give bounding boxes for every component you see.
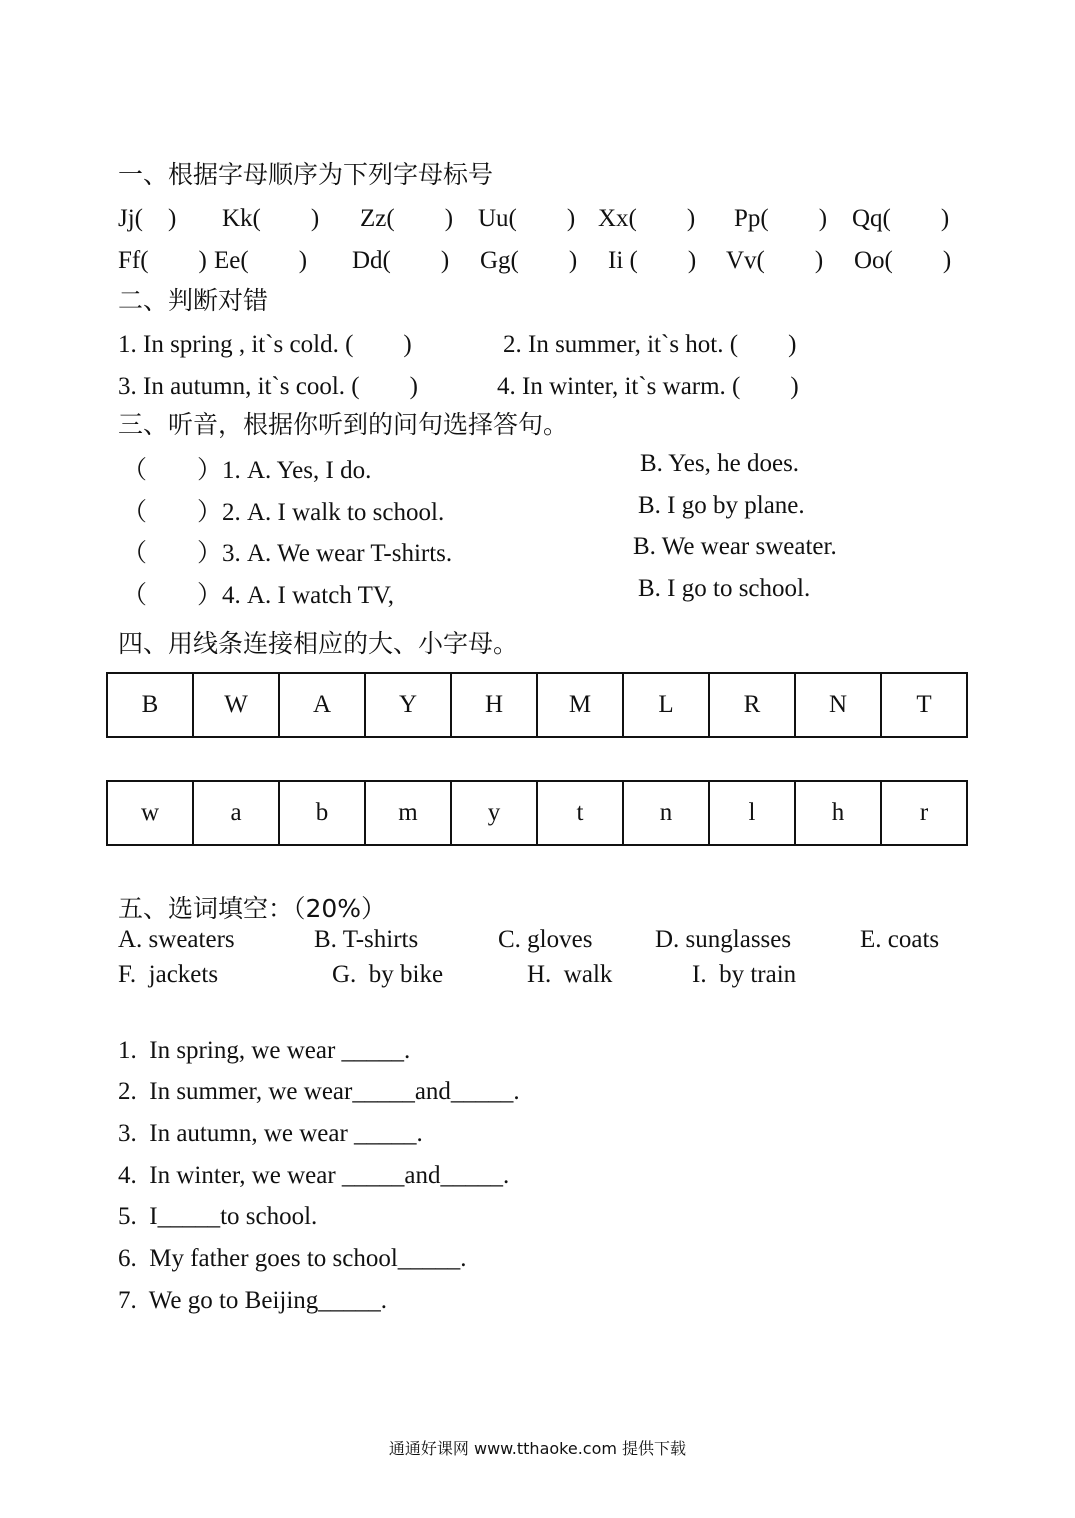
letter-item: Xx( )	[598, 205, 696, 232]
uppercase-cell: M	[538, 674, 624, 736]
letter-item: Kk( )	[222, 205, 320, 232]
section1-title: 一、根据字母顺序为下列字母标号	[118, 160, 494, 189]
section2-title: 二、判断对错	[118, 286, 269, 315]
word-option: D. sunglasses	[655, 926, 792, 953]
lowercase-cell: r	[919, 799, 929, 826]
fill-question: 3. In autumn, we wear _____.	[118, 1120, 423, 1147]
judge-question: 1. In spring , it`s cold. ( )	[118, 331, 412, 358]
letter-item: Ee( )	[214, 247, 308, 274]
listen-option-b: B. I go to school.	[638, 575, 811, 602]
word-option: B. T-shirts	[314, 926, 419, 953]
fill-question: 7. We go to Beijing_____.	[118, 1287, 388, 1314]
fill-question: 6. My father goes to school_____.	[118, 1245, 467, 1272]
letter-item: Zz( )	[360, 205, 454, 232]
listen-option-b: B. I go by plane.	[638, 492, 805, 519]
uppercase-cell: H	[452, 674, 538, 736]
uppercase-cell: L	[624, 674, 710, 736]
judge-question: 3. In autumn, it`s cool. ( )	[118, 373, 418, 400]
section5-title: 五、选词填空：（20%）	[118, 894, 387, 923]
lowercase-cell: w	[108, 782, 194, 844]
lowercase-cell: h	[796, 782, 882, 844]
word-option: G. by bike	[332, 961, 444, 988]
listen-option-a: （ ）4. A. I watch TV,	[122, 582, 394, 609]
letter-item: Ff( )	[118, 247, 207, 274]
page-footer: 通通好课网 www.tthaoke.com 提供下载	[388, 1439, 687, 1458]
lowercase-letter-grid	[106, 780, 968, 846]
letter-item: Dd( )	[352, 247, 450, 274]
letter-item: Qq( )	[852, 205, 950, 232]
uppercase-cell: W	[194, 674, 280, 736]
listen-option-b: B. Yes, he does.	[640, 450, 800, 477]
listen-option-a: （ ）3. A. We wear T-shirts.	[122, 540, 453, 567]
judge-question: 2. In summer, it`s hot. ( )	[503, 331, 797, 358]
section4-title: 四、用线条连接相应的大、小字母。	[118, 629, 519, 658]
word-option: C. gloves	[498, 926, 593, 953]
letter-item: Oo( )	[854, 247, 952, 274]
word-option: A. sweaters	[118, 926, 235, 953]
uppercase-cell: B	[108, 674, 194, 736]
section3-title: 三、听音，根据你听到的问句选择答句。	[118, 410, 569, 439]
uppercase-cell: A	[280, 674, 366, 736]
uppercase-cell: N	[796, 674, 882, 736]
uppercase-cell: R	[710, 674, 796, 736]
fill-question: 5. I_____to school.	[118, 1203, 318, 1230]
letter-item: Ii ( )	[608, 247, 697, 274]
uppercase-cell: T	[916, 691, 932, 718]
letter-item: Pp( )	[734, 205, 828, 232]
listen-option-a: （ ）2. A. I walk to school.	[122, 499, 445, 526]
listen-option-a: （ ）1. A. Yes, I do.	[122, 457, 372, 484]
listen-option-b: B. We wear sweater.	[633, 533, 837, 560]
lowercase-cell: l	[710, 782, 796, 844]
fill-question: 2. In summer, we wear_____and_____.	[118, 1078, 520, 1105]
word-option: E. coats	[860, 926, 940, 953]
word-option: I. by train	[692, 961, 797, 988]
uppercase-cell: Y	[366, 674, 452, 736]
letter-item: Jj( )	[118, 205, 177, 232]
lowercase-cell: a	[194, 782, 280, 844]
judge-question: 4. In winter, it`s warm. ( )	[497, 373, 799, 400]
word-option: F. jackets	[118, 961, 219, 988]
lowercase-cell: m	[366, 782, 452, 844]
letter-item: Vv( )	[726, 247, 824, 274]
letter-item: Uu( )	[478, 205, 576, 232]
fill-question: 1. In spring, we wear _____.	[118, 1037, 411, 1064]
letter-item: Gg( )	[480, 247, 578, 274]
lowercase-cell: n	[624, 782, 710, 844]
fill-question: 4. In winter, we wear _____and_____.	[118, 1162, 510, 1189]
word-option: H. walk	[527, 961, 613, 988]
lowercase-cell: b	[280, 782, 366, 844]
lowercase-cell: y	[452, 782, 538, 844]
uppercase-letter-grid	[106, 672, 968, 738]
lowercase-cell: t	[538, 782, 624, 844]
